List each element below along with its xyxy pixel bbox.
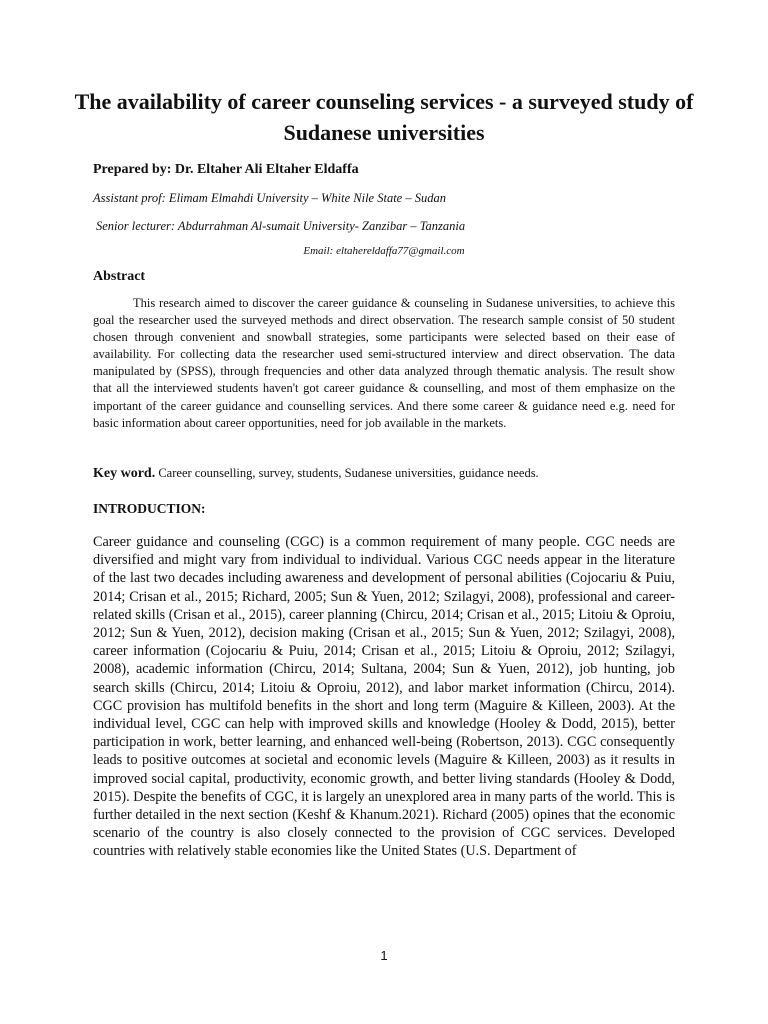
- abstract-body: This research aimed to discover the career guidance & counseling in Sudanese universities, to achieve this goal the researcher used the surveyed methods and direct observation. The research sample consist of 50 student chosen through convenient and snowball strategies, some participants were selected based on their ease of availability. For collecting data the researcher used semi-structured interview and direct observation. The data manipulated by (SPSS), through frequencies and other data analyzed through thematic analysis. The result show that all the interviewed students haven't got career guidance & counselling, and most of them emphasize on the important of the career guidance and counselling services. And there some career & guidance need e.g. need for basic information about career opportunities, need for job available in the markets.: [93, 296, 675, 430]
- author-line: Prepared by: Dr. Eltaher Ali Eltaher Eldaffa: [93, 162, 359, 177]
- paper-title: The availability of career counseling services - a surveyed study of Sudanese universities: [74, 89, 694, 145]
- introduction-heading: INTRODUCTION:: [93, 501, 206, 516]
- keywords-text: Career counselling, survey, students, Sudanese universities, guidance needs.: [155, 466, 539, 480]
- affiliation-1: Assistant prof: Elimam Elmahdi University – White Nile State – Sudan: [93, 191, 446, 205]
- keywords-label: Key word.: [93, 466, 156, 481]
- author-email: Email: eltahereldaffa77@gmail.com: [303, 245, 465, 257]
- introduction-body: Career guidance and counseling (CGC) is a common requirement of many people. CGC needs are diversified and might vary from individual to individual. Various CGC needs appear in the literature of the last two decades including awareness and development of personal abilities (Cojocariu & Puiu, 2014; Crisan et al., 2015; Richard, 2005; Sun & Yuen, 2012; Szilagyi, 2008), professional and career-related skills (Crisan et al., 2015), career planning (Chircu, 2014; Crisan et al., 2015; Litoiu & Oproiu, 2012; Sun & Yuen, 2012), decision making (Crisan et al., 2015; Sun & Yuen, 2012; Szilagyi, 2008), career information (Cojocariu & Puiu, 2014; Crisan et al., 2015; Litoiu & Oproiu, 2012; Szilagyi, 2008), academic information (Chircu, 2014; Sultana, 2004; Sun & Yuen, 2012), job hunting, job search skills (Chircu, 2014; Litoiu & Oproiu, 2012), and labor market information (Chircu, 2014). CGC provision has multifold benefits in the short and long term (Maguire & Killeen, 2003). At the individual level, CGC can help with improved skills and knowledge (Hooley & Dodd, 2015), better participation in work, better learning, and enhanced well-being (Robertson, 2013). CGC consequently leads to positive outcomes at societal and economic levels (Maguire & Killeen, 2003) as it results in improved social capital, productivity, economic growth, and better living standards (Hooley & Dodd, 2015). Despite the benefits of CGC, it is largely an unexplored area in many parts of the world. This is further detailed in the next section (Keshf & Khanum.2021). Richard (2005) opines that the economic scenario of the country is also closely connected to the provision of CGC services. Developed countries with relatively stable economies like the United States (U.S. Department of: [93, 534, 675, 860]
- keywords-line: [93, 464, 675, 483]
- abstract-heading: Abstract: [93, 269, 146, 284]
- page-number: 1: [380, 948, 388, 963]
- affiliation-2: Senior lecturer: Abdurrahman Al-sumait University- Zanzibar – Tanzania: [96, 219, 466, 233]
